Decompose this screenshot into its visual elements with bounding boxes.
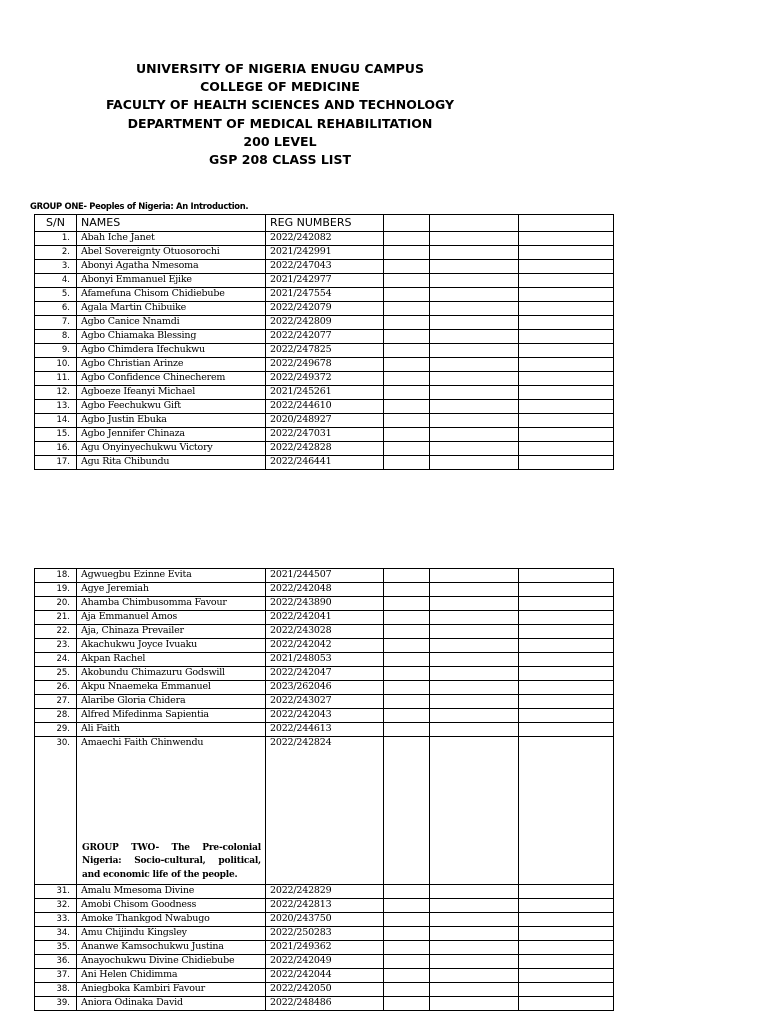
blank-cell bbox=[384, 330, 430, 344]
name-cell: Abah Iche Janet bbox=[77, 232, 266, 246]
blank-cell bbox=[384, 414, 430, 428]
blank-cell bbox=[519, 260, 614, 274]
document-header bbox=[0, 60, 560, 169]
blank-cell bbox=[519, 400, 614, 414]
blank-cell bbox=[430, 428, 519, 442]
blank-cell bbox=[384, 274, 430, 288]
blank-cell bbox=[384, 358, 430, 372]
reg-number-cell: 2022/243028 bbox=[266, 625, 384, 639]
blank-cell bbox=[519, 456, 614, 470]
name-cell: Amalu Mmesoma Divine bbox=[77, 885, 266, 899]
blank-cell bbox=[384, 927, 430, 941]
name-cell: Amobi Chisom Goodness bbox=[77, 899, 266, 913]
blank-cell bbox=[430, 611, 519, 625]
name-cell: Anayochukwu Divine Chidiebube bbox=[77, 955, 266, 969]
reg-number-cell: 2022/250283 bbox=[266, 927, 384, 941]
sn-cell: 30. bbox=[35, 737, 77, 885]
reg-number-cell: 2020/243750 bbox=[266, 913, 384, 927]
sn-cell: 23. bbox=[35, 639, 77, 653]
blank-cell bbox=[430, 246, 519, 260]
name-cell: Agbo Feechukwu Gift bbox=[77, 400, 266, 414]
blank-cell bbox=[384, 302, 430, 316]
blank-cell bbox=[430, 997, 519, 1011]
table-row bbox=[35, 723, 614, 737]
blank-cell bbox=[519, 969, 614, 983]
blank-cell bbox=[519, 695, 614, 709]
blank-cell bbox=[384, 232, 430, 246]
sn-column-header: S/N bbox=[35, 215, 77, 232]
table-row bbox=[35, 330, 614, 344]
sn-cell: 29. bbox=[35, 723, 77, 737]
name-cell: Agu Onyinyechukwu Victory bbox=[77, 442, 266, 456]
blank-cell bbox=[519, 597, 614, 611]
blank-cell bbox=[519, 983, 614, 997]
table-row bbox=[35, 639, 614, 653]
reg-number-cell: 2022/242047 bbox=[266, 667, 384, 681]
sn-cell: 16. bbox=[35, 442, 77, 456]
sn-cell: 3. bbox=[35, 260, 77, 274]
blank-cell bbox=[430, 232, 519, 246]
reg-number-cell: 2020/248927 bbox=[266, 414, 384, 428]
table-row bbox=[35, 681, 614, 695]
blank-cell bbox=[384, 611, 430, 625]
blank-cell bbox=[430, 681, 519, 695]
blank-cell bbox=[384, 583, 430, 597]
blank-cell bbox=[430, 955, 519, 969]
name-cell: Agbo Christian Arinze bbox=[77, 358, 266, 372]
sn-cell: 15. bbox=[35, 428, 77, 442]
blank-cell bbox=[430, 400, 519, 414]
name-cell: Agwuegbu Ezinne Evita bbox=[77, 569, 266, 583]
reg-number-cell: 2021/242977 bbox=[266, 274, 384, 288]
sn-cell: 25. bbox=[35, 667, 77, 681]
blank-cell bbox=[519, 997, 614, 1011]
reg-number-cell: 2022/247043 bbox=[266, 260, 384, 274]
blank-cell bbox=[519, 302, 614, 316]
reg-number-cell: 2022/244613 bbox=[266, 723, 384, 737]
sn-cell: 39. bbox=[35, 997, 77, 1011]
blank-cell bbox=[384, 913, 430, 927]
blank-cell bbox=[430, 983, 519, 997]
blank-cell bbox=[430, 569, 519, 583]
blank-cell bbox=[519, 653, 614, 667]
name-cell: Amu Chijindu Kingsley bbox=[77, 927, 266, 941]
reg-number-cell: 2022/242809 bbox=[266, 316, 384, 330]
blank-cell bbox=[430, 274, 519, 288]
blank-cell bbox=[519, 681, 614, 695]
sn-cell: 36. bbox=[35, 955, 77, 969]
reg-number-cell: 2022/249372 bbox=[266, 372, 384, 386]
sn-cell: 24. bbox=[35, 653, 77, 667]
blank-cell bbox=[430, 639, 519, 653]
blank-cell bbox=[519, 386, 614, 400]
name-cell: Agbo Chiamaka Blessing bbox=[77, 330, 266, 344]
blank-cell bbox=[430, 386, 519, 400]
reg-number-cell: 2022/242044 bbox=[266, 969, 384, 983]
blank-cell bbox=[384, 597, 430, 611]
blank-cell bbox=[430, 737, 519, 885]
table-row bbox=[35, 927, 614, 941]
sn-cell: 12. bbox=[35, 386, 77, 400]
table-row bbox=[35, 274, 614, 288]
blank-cell bbox=[519, 667, 614, 681]
reg-number-cell: 2021/247554 bbox=[266, 288, 384, 302]
blank-cell bbox=[384, 737, 430, 885]
blank-cell bbox=[430, 597, 519, 611]
blank-cell bbox=[519, 414, 614, 428]
table-row bbox=[35, 737, 614, 885]
name-cell: Akpu Nnaemeka Emmanuel bbox=[77, 681, 266, 695]
table-row bbox=[35, 442, 614, 456]
table-row bbox=[35, 414, 614, 428]
blank-cell bbox=[519, 442, 614, 456]
table-row bbox=[35, 288, 614, 302]
reg-number-cell: 2022/247825 bbox=[266, 344, 384, 358]
name-cell: Ananwe Kamsochukwu Justina bbox=[77, 941, 266, 955]
blank-cell bbox=[384, 386, 430, 400]
sn-cell: 8. bbox=[35, 330, 77, 344]
reg-numbers-column-header: REG NUMBERS bbox=[266, 215, 384, 232]
table-row bbox=[35, 372, 614, 386]
reg-number-cell: 2022/246441 bbox=[266, 456, 384, 470]
blank-cell bbox=[519, 583, 614, 597]
blank-cell bbox=[430, 330, 519, 344]
blank-cell bbox=[519, 899, 614, 913]
table-row bbox=[35, 386, 614, 400]
reg-number-cell: 2022/244610 bbox=[266, 400, 384, 414]
reg-number-cell: 2022/243890 bbox=[266, 597, 384, 611]
blank-cell bbox=[519, 569, 614, 583]
sn-cell: 18. bbox=[35, 569, 77, 583]
college-title: COLLEGE OF MEDICINE bbox=[200, 79, 360, 95]
name-cell: Afamefuna Chisom Chidiebube bbox=[77, 288, 266, 302]
blank-cell bbox=[519, 330, 614, 344]
name-cell: Agbo Justin Ebuka bbox=[77, 414, 266, 428]
blank-cell bbox=[384, 260, 430, 274]
table-row bbox=[35, 667, 614, 681]
blank-cell bbox=[430, 288, 519, 302]
reg-number-cell: 2022/242043 bbox=[266, 709, 384, 723]
blank-cell bbox=[430, 442, 519, 456]
name-cell: Ahamba Chimbusomma Favour bbox=[77, 597, 266, 611]
table-row bbox=[35, 625, 614, 639]
blank-cell bbox=[430, 372, 519, 386]
blank-cell bbox=[519, 611, 614, 625]
blank-cell bbox=[384, 569, 430, 583]
blank-cell bbox=[384, 288, 430, 302]
level-title: 200 LEVEL bbox=[243, 133, 317, 149]
name-cell: Agu Rita Chibundu bbox=[77, 456, 266, 470]
name-cell: Amoke Thankgod Nwabugo bbox=[77, 913, 266, 927]
reg-number-cell: 2021/249362 bbox=[266, 941, 384, 955]
reg-number-cell: 2021/248053 bbox=[266, 653, 384, 667]
blank-cell bbox=[519, 913, 614, 927]
name-cell: Ani Helen Chidimma bbox=[77, 969, 266, 983]
table-header-row bbox=[35, 215, 614, 232]
reg-number-cell: 2023/262046 bbox=[266, 681, 384, 695]
blank-cell bbox=[384, 653, 430, 667]
blank-cell bbox=[430, 709, 519, 723]
name-cell: Alaribe Gloria Chidera bbox=[77, 695, 266, 709]
blank-cell bbox=[430, 885, 519, 899]
blank-cell bbox=[384, 997, 430, 1011]
blank-cell bbox=[519, 232, 614, 246]
blank-cell bbox=[384, 969, 430, 983]
reg-number-cell: 2022/242828 bbox=[266, 442, 384, 456]
sn-cell: 14. bbox=[35, 414, 77, 428]
blank-cell bbox=[430, 653, 519, 667]
sn-cell: 32. bbox=[35, 899, 77, 913]
blank-cell bbox=[384, 344, 430, 358]
blank-cell bbox=[384, 941, 430, 955]
table-row bbox=[35, 885, 614, 899]
table-row bbox=[35, 428, 614, 442]
blank-cell bbox=[430, 913, 519, 927]
reg-number-cell: 2022/242082 bbox=[266, 232, 384, 246]
blank-cell bbox=[519, 927, 614, 941]
blank-cell bbox=[384, 709, 430, 723]
table-row bbox=[35, 302, 614, 316]
sn-cell: 11. bbox=[35, 372, 77, 386]
blank-cell bbox=[384, 667, 430, 681]
sn-cell: 21. bbox=[35, 611, 77, 625]
table-row bbox=[35, 955, 614, 969]
table-row bbox=[35, 569, 614, 583]
sn-cell: 27. bbox=[35, 695, 77, 709]
blank-cell bbox=[430, 316, 519, 330]
sn-cell: 13. bbox=[35, 400, 77, 414]
blank-cell bbox=[519, 358, 614, 372]
reg-number-cell: 2022/242050 bbox=[266, 983, 384, 997]
sn-cell: 4. bbox=[35, 274, 77, 288]
sn-cell: 5. bbox=[35, 288, 77, 302]
name-cell-with-group-two-heading bbox=[77, 737, 266, 885]
name-cell: Agbo Jennifer Chinaza bbox=[77, 428, 266, 442]
table-row bbox=[35, 583, 614, 597]
blank-cell bbox=[384, 695, 430, 709]
blank-cell bbox=[384, 316, 430, 330]
table-row bbox=[35, 456, 614, 470]
blank-cell bbox=[384, 625, 430, 639]
reg-number-cell: 2022/242077 bbox=[266, 330, 384, 344]
blank-cell bbox=[430, 302, 519, 316]
blank-cell bbox=[519, 709, 614, 723]
name-cell: Agboeze Ifeanyi Michael bbox=[77, 386, 266, 400]
table-row bbox=[35, 997, 614, 1011]
name-cell: Aja, Chinaza Prevailer bbox=[77, 625, 266, 639]
blank-cell bbox=[519, 885, 614, 899]
group-two-heading: GROUP TWO- The Pre-colonial Nigeria: Socio-cultural, political, and economic life of the people. bbox=[82, 842, 261, 880]
blank-cell bbox=[430, 260, 519, 274]
blank-cell bbox=[384, 723, 430, 737]
blank-cell bbox=[430, 625, 519, 639]
sn-cell: 6. bbox=[35, 302, 77, 316]
reg-number-cell: 2021/245261 bbox=[266, 386, 384, 400]
blank-cell bbox=[430, 695, 519, 709]
table-row bbox=[35, 709, 614, 723]
sn-cell: 2. bbox=[35, 246, 77, 260]
blank-cell bbox=[519, 316, 614, 330]
sn-cell: 37. bbox=[35, 969, 77, 983]
sn-cell: 34. bbox=[35, 927, 77, 941]
name-cell: Aniegboka Kambiri Favour bbox=[77, 983, 266, 997]
sn-cell: 10. bbox=[35, 358, 77, 372]
sn-cell: 20. bbox=[35, 597, 77, 611]
blank-cell bbox=[430, 414, 519, 428]
sn-cell: 31. bbox=[35, 885, 77, 899]
blank-cell bbox=[384, 899, 430, 913]
sn-cell: 38. bbox=[35, 983, 77, 997]
reg-number-cell: 2021/244507 bbox=[266, 569, 384, 583]
reg-number-cell: 2021/242991 bbox=[266, 246, 384, 260]
name-cell: Abel Sovereignty Otuosorochi bbox=[77, 246, 266, 260]
reg-number-cell: 2022/249678 bbox=[266, 358, 384, 372]
reg-number-cell: 2022/243027 bbox=[266, 695, 384, 709]
blank-cell bbox=[430, 969, 519, 983]
reg-number-cell: 2022/242041 bbox=[266, 611, 384, 625]
sn-cell: 19. bbox=[35, 583, 77, 597]
blank-cell bbox=[430, 358, 519, 372]
blank-cell bbox=[519, 344, 614, 358]
blank-cell bbox=[519, 372, 614, 386]
reg-number-cell: 2022/247031 bbox=[266, 428, 384, 442]
table-row bbox=[35, 695, 614, 709]
reg-number-cell: 2022/242042 bbox=[266, 639, 384, 653]
reg-number-cell: 2022/248486 bbox=[266, 997, 384, 1011]
blank-cell bbox=[384, 246, 430, 260]
table-row bbox=[35, 941, 614, 955]
name-cell: Akpan Rachel bbox=[77, 653, 266, 667]
blank-header-cell bbox=[430, 215, 519, 232]
table-row bbox=[35, 983, 614, 997]
blank-cell bbox=[519, 288, 614, 302]
name-cell: Akobundu Chimazuru Godswill bbox=[77, 667, 266, 681]
blank-cell bbox=[384, 456, 430, 470]
blank-cell bbox=[384, 983, 430, 997]
name-cell: Aja Emmanuel Amos bbox=[77, 611, 266, 625]
class-list-title: GSP 208 CLASS LIST bbox=[209, 152, 351, 168]
table-row bbox=[35, 316, 614, 330]
name-cell: Agye Jeremiah bbox=[77, 583, 266, 597]
names-column-header: NAMES bbox=[77, 215, 266, 232]
table-row bbox=[35, 913, 614, 927]
blank-cell bbox=[430, 667, 519, 681]
reg-number-cell: 2022/242813 bbox=[266, 899, 384, 913]
table-row bbox=[35, 260, 614, 274]
blank-cell bbox=[519, 274, 614, 288]
blank-cell bbox=[430, 723, 519, 737]
blank-cell bbox=[384, 681, 430, 695]
blank-cell bbox=[519, 723, 614, 737]
blank-cell bbox=[384, 428, 430, 442]
blank-cell bbox=[519, 955, 614, 969]
blank-cell bbox=[430, 456, 519, 470]
sn-cell: 1. bbox=[35, 232, 77, 246]
name-cell: Agbo Confidence Chinecherem bbox=[77, 372, 266, 386]
name-cell: Abonyi Agatha Nmesoma bbox=[77, 260, 266, 274]
blank-cell bbox=[519, 625, 614, 639]
table-row bbox=[35, 597, 614, 611]
sn-cell: 35. bbox=[35, 941, 77, 955]
table-row bbox=[35, 232, 614, 246]
class-list-table-1 bbox=[34, 214, 614, 470]
blank-header-cell bbox=[384, 215, 430, 232]
blank-header-cell bbox=[519, 215, 614, 232]
sn-cell: 26. bbox=[35, 681, 77, 695]
blank-cell bbox=[430, 899, 519, 913]
table-row bbox=[35, 344, 614, 358]
reg-number-cell: 2022/242824 bbox=[266, 737, 384, 885]
table-row bbox=[35, 246, 614, 260]
blank-cell bbox=[430, 583, 519, 597]
university-title: UNIVERSITY OF NIGERIA ENUGU CAMPUS bbox=[136, 61, 424, 76]
blank-cell bbox=[519, 428, 614, 442]
sn-cell: 17. bbox=[35, 456, 77, 470]
blank-cell bbox=[384, 639, 430, 653]
faculty-title: FACULTY OF HEALTH SCIENCES AND TECHNOLOGY bbox=[105, 97, 455, 113]
blank-cell bbox=[384, 955, 430, 969]
sn-cell: 33. bbox=[35, 913, 77, 927]
name-cell: Agbo Canice Nnamdi bbox=[77, 316, 266, 330]
blank-cell bbox=[519, 941, 614, 955]
group-one-heading: GROUP ONE- Peoples of Nigeria: An Introduction. bbox=[30, 201, 249, 211]
sn-cell: 22. bbox=[35, 625, 77, 639]
reg-number-cell: 2022/242829 bbox=[266, 885, 384, 899]
blank-cell bbox=[519, 737, 614, 885]
class-list-table-2 bbox=[34, 568, 614, 1011]
blank-cell bbox=[519, 246, 614, 260]
table-row bbox=[35, 358, 614, 372]
blank-cell bbox=[430, 941, 519, 955]
name-cell: Akachukwu Joyce Ivuaku bbox=[77, 639, 266, 653]
reg-number-cell: 2022/242048 bbox=[266, 583, 384, 597]
sn-cell: 28. bbox=[35, 709, 77, 723]
name-cell: Aniora Odinaka David bbox=[77, 997, 266, 1011]
table-row bbox=[35, 969, 614, 983]
name-cell: Ali Faith bbox=[77, 723, 266, 737]
blank-cell bbox=[430, 344, 519, 358]
name-cell: Agbo Chimdera Ifechukwu bbox=[77, 344, 266, 358]
table-row bbox=[35, 400, 614, 414]
reg-number-cell: 2022/242079 bbox=[266, 302, 384, 316]
blank-cell bbox=[384, 885, 430, 899]
name-cell: Abonyi Emmanuel Ejike bbox=[77, 274, 266, 288]
blank-cell bbox=[430, 927, 519, 941]
table-row bbox=[35, 899, 614, 913]
name-cell: Amaechi Faith Chinwendu bbox=[81, 737, 204, 748]
department-title: DEPARTMENT OF MEDICAL REHABILITATION bbox=[127, 115, 433, 131]
name-cell: Alfred Mifedinma Sapientia bbox=[77, 709, 266, 723]
blank-cell bbox=[384, 372, 430, 386]
blank-cell bbox=[384, 442, 430, 456]
table-row bbox=[35, 611, 614, 625]
sn-cell: 7. bbox=[35, 316, 77, 330]
reg-number-cell: 2022/242049 bbox=[266, 955, 384, 969]
table-row bbox=[35, 653, 614, 667]
name-cell: Agala Martin Chibuike bbox=[77, 302, 266, 316]
sn-cell: 9. bbox=[35, 344, 77, 358]
blank-cell bbox=[519, 639, 614, 653]
blank-cell bbox=[384, 400, 430, 414]
